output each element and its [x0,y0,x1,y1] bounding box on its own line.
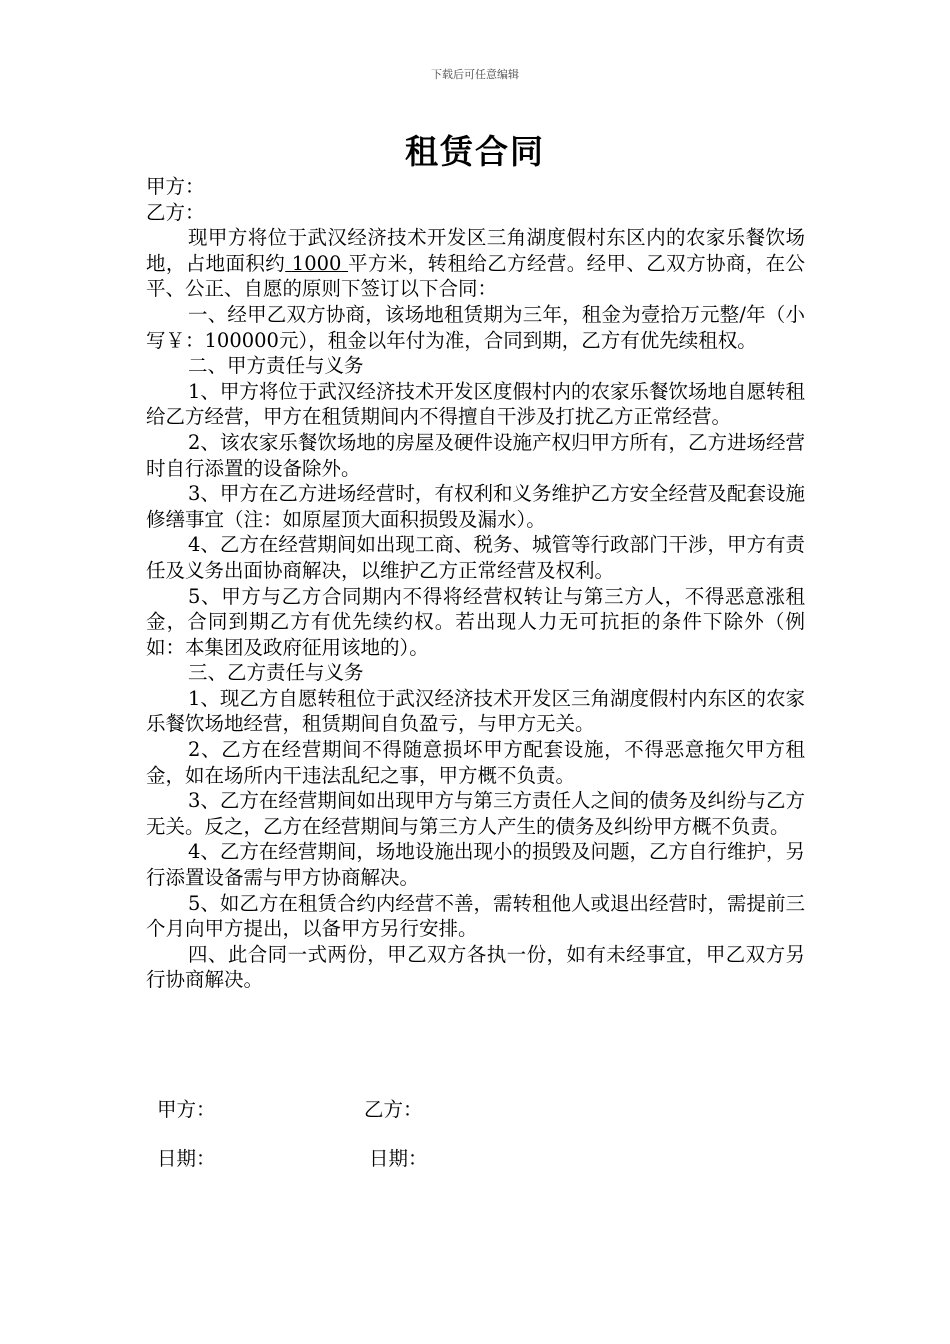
section-3-item: 4、乙方在经营期间，场地设施出现小的损毁及问题，乙方自行维护，另行添置设备需与甲方协商解决。 [146,840,805,890]
contract-body [146,174,805,993]
signature-party-b: 乙方： [364,1098,423,1121]
signature-date-b: 日期： [369,1147,428,1170]
party-a-line: 甲方： [146,175,205,198]
contract-title: 租赁合同 [405,132,545,171]
party-b-line: 乙方： [146,200,205,224]
section-2-item: 3、甲方在乙方进场经营时，有权利和义务维护乙方安全经营及配套设施修缮事宜（注：如原屋顶大面积损毁及漏水）。 [146,482,805,531]
intro-text-after: 平方米，转租给乙方经营。经甲、乙双方协商，在公平、公正、自愿的原则下签订以下合同： [146,251,805,301]
section-2-item: 1、甲方将位于武汉经济技术开发区度假村内的农家乐餐饮场地自愿转租给乙方经营，甲方在租赁期间内不得擅自干涉及打扰乙方正常经营。 [146,379,805,429]
section-3-title: 三、乙方责任与义务 [188,661,364,685]
section-3-item: 1、现乙方自愿转租位于武汉经济技术开发区三角湖度假村内东区的农家乐餐饮场地经营，租赁期间自负盈亏，与甲方无关。 [146,686,805,736]
section-2-item: 5、甲方与乙方合同期内不得将经营权转让与第三方人，不得恶意涨租金，合同到期乙方有优先续约权。若出现人力无可抗拒的条件下除外（例如：本集团及政府征用该地的）。 [146,584,805,659]
section-3-item: 2、乙方在经营期间不得随意损坏甲方配套设施，不得恶意拖欠甲方租金，如在场所内干违法乱纪之事，甲方概不负责。 [146,738,805,787]
area-value: 1000 [291,251,342,275]
intro-paragraph [146,225,805,302]
intro-text-before: 现甲方将位于武汉经济技术开发区三角湖度假村东区内的农家乐餐饮场地，占地面积约 [146,226,805,275]
section-3-item: 5、如乙方在租赁合约内经营不善，需转租他人或退出经营时，需提前三个月向甲方提出，以备甲方另行安排。 [146,891,805,941]
section-2-item: 4、乙方在经营期间如出现工商、税务、城管等行政部门干涉，甲方有责任及义务出面协商解决，以维护乙方正常经营及权利。 [146,533,805,582]
clause-4: 四、此合同一式两份，甲乙双方各执一份，如有未经事宜，甲乙双方另行协商解决。 [146,942,805,992]
signature-party-a: 甲方： [157,1098,216,1121]
section-2-title: 二、甲方责任与义务 [188,354,364,378]
page-header: 下载后可任意编辑 [431,68,519,81]
section-2-item: 2、该农家乐餐饮场地的房屋及硬件设施产权归甲方所有，乙方进场经营时自行添置的设备除外。 [146,430,805,480]
signature-date-a: 日期： [157,1147,216,1170]
section-3-item: 3、乙方在经营期间如出现甲方与第三方责任人之间的债务及纠纷与乙方无关。反之，乙方在经营期间与第三方人产生的债务及纠纷甲方概不负责。 [146,789,805,838]
clause-1: 一、经甲乙双方协商，该场地租赁期为三年，租金为壹拾万元整/年（小写￥：100000元），租金以年付为准，合同到期，乙方有优先续租权。 [146,302,805,352]
